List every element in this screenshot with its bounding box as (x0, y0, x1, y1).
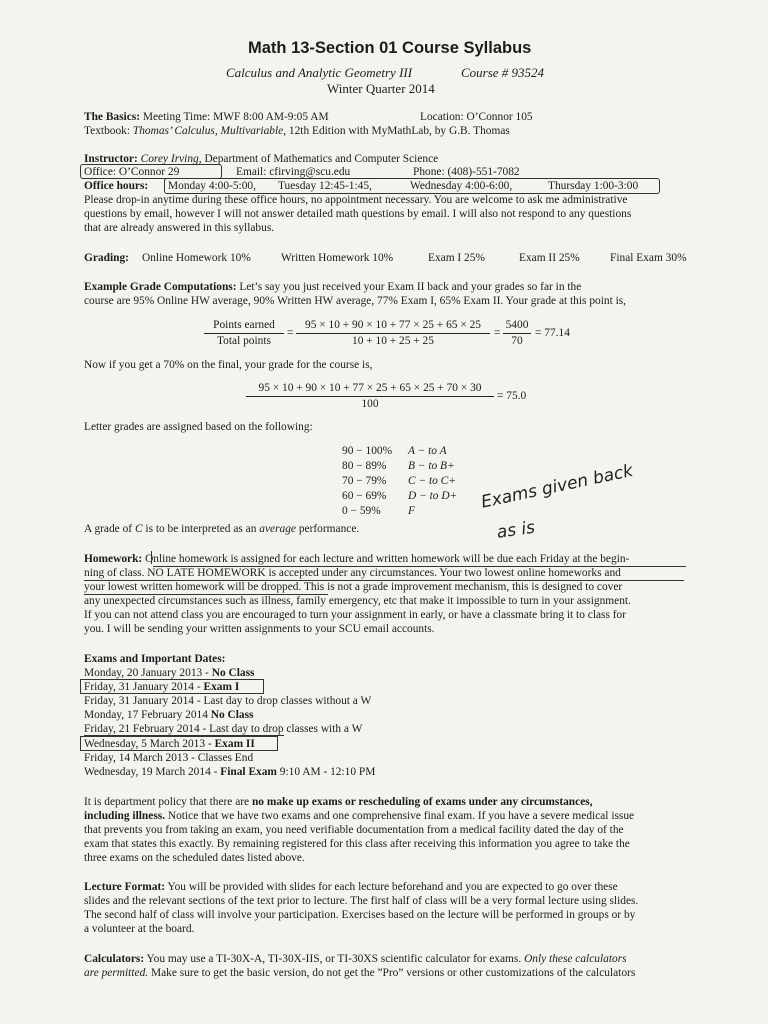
fraction-4-denominator: 100 (361, 398, 379, 410)
example-label: Example Grade Computations: (84, 281, 237, 293)
office-hours-slot-monday: Monday 4:00-5:00, (168, 180, 256, 192)
instructor-phone: Phone: (408)-551-7082 (413, 166, 520, 178)
grading-written-homework: Written Homework 10% (281, 252, 394, 264)
example-text-1: Let’s say you just received your Exam II back and your grades so far in the (239, 281, 582, 293)
office-hours-label: Office hours: (84, 180, 149, 192)
date-text: Wednesday, 19 March 2014 - (84, 766, 218, 778)
lecture-line-2: slides and the relevant sections of the text prior to lecture. The first half of class will be a very formal lecture using slides. (84, 895, 639, 907)
fraction-1-numerator: Points earned (213, 319, 275, 331)
office-location: Office: O’Connor 29 (84, 166, 180, 178)
policy-text-2b: Notice that we have two exams and one comprehensive final exam. If you have a severe medical issue (167, 810, 635, 822)
lecture-line-4: a volunteer at the board. (84, 923, 195, 935)
equals-sign-1: = (287, 327, 294, 339)
grading-final-exam: Final Exam 30% (610, 252, 687, 264)
calculators-label: Calculators: (84, 953, 145, 965)
result-1: = 77.14 (535, 327, 570, 339)
grading-exam-1: Exam I 25% (428, 252, 485, 264)
average-note-a: A grade of (84, 523, 133, 535)
office-hours-line-2: questions by email, however I will not answer detailed math questions by email. I will also not respond to any questions (84, 208, 632, 220)
office-hours-line-3: that are already answered in this syllabus. (84, 222, 275, 234)
fraction-1-denominator: Total points (217, 335, 271, 347)
office-hours-line-1: Please drop-in anytime during these office hours, no appointment necessary. You are welcome to ask me administrative (84, 194, 628, 206)
calculators-text-1b: Only these calculators (524, 953, 627, 965)
instructor-email: Email: cfirving@scu.edu (236, 166, 351, 178)
grade-letter: F (408, 505, 415, 517)
lecture-line-3: The second half of class will involve your participation. Exercises based on the lecture will be performed in groups or by (84, 909, 636, 921)
location: Location: O’Connor 105 (420, 111, 533, 123)
policy-line-1 (84, 795, 593, 809)
homework-line-3: your lowest written homework will be dropped. This is not a grade improvement mechanism, this is designed to cover (84, 581, 623, 593)
date-item (84, 708, 254, 722)
policy-line-5: three exams on the scheduled dates listed above. (84, 852, 305, 864)
homework-line-5: If you can not attend class you are encouraged to turn your assignment in early, or have a classmate bring it to class for (84, 609, 627, 621)
textbook-line (84, 124, 510, 138)
instructor-dept: , Department of Mathematics and Computer Science (198, 153, 439, 165)
basics-label: The Basics: (84, 111, 141, 123)
calculators-text-2a: are permitted. (84, 967, 149, 979)
lecture-label: Lecture Format: (84, 881, 166, 893)
date-item: Friday, 21 February 2014 - Last day to drop classes with a W (84, 723, 363, 735)
date-item: Friday, 31 January 2014 - Last day to drop classes without a W (84, 695, 372, 707)
date-event: No Class (211, 667, 255, 679)
grade-letter: D − to D+ (408, 490, 458, 502)
fraction-4-numerator: 95 × 10 + 90 × 10 + 77 × 25 + 65 × 25 + 70 × 30 (258, 382, 482, 394)
average-note-c: C (134, 523, 143, 535)
textbook-title: Thomas’ Calculus, Multivariable (132, 125, 284, 137)
grade-range: 0 − 59% (342, 505, 381, 517)
average-note-word: average (259, 523, 296, 535)
handwritten-note-line-1: Exams given back (479, 460, 635, 513)
grading-exam-2: Exam II 25% (519, 252, 580, 264)
date-text: Wednesday, 5 March 2013 - (84, 738, 212, 750)
textbook-label: Textbook: (84, 125, 131, 137)
handwritten-note-line-2: as is (495, 517, 537, 543)
average-note-b: is to be interpreted as an (145, 523, 257, 535)
policy-line-3: that prevents you from taking an exam, you need verifiable documentation from a medical facility dated the day of the (84, 824, 624, 836)
date-event: No Class (210, 709, 254, 721)
fraction-2-numerator: 95 × 10 + 90 × 10 + 77 × 25 + 65 × 25 (305, 319, 481, 331)
fraction-3-numerator: 5400 (505, 319, 529, 331)
office-hours-slot-thursday: Thursday 1:00-3:00 (548, 180, 639, 192)
grading-label: Grading: (84, 252, 129, 264)
date-time: 9:10 AM - 12:10 PM (279, 766, 376, 778)
calculators-text-2b: Make sure to get the basic version, do not get the ”Pro” versions or other customizations of the calculators (150, 967, 636, 979)
homework-line-6: you. I will be sending your written assignments to your SCU email accounts. (84, 623, 435, 635)
policy-text-2a: including illness. (84, 810, 166, 822)
office-hours-slot-tuesday: Tuesday 12:45-1:45, (278, 180, 372, 192)
calculators-line-2 (84, 966, 635, 980)
course-number: Course # 93524 (461, 65, 545, 80)
date-text: Monday, 17 February 2014 (84, 709, 208, 721)
date-item (84, 666, 254, 680)
lecture-text-1: You will be provided with slides for each lecture beforehand and you are expected to go over these (167, 881, 618, 893)
grade-range: 70 − 79% (342, 475, 387, 487)
office-hours-box-mark (164, 178, 660, 194)
dates-label: Exams and Important Dates: (84, 653, 226, 665)
homework-line-4: any unexpected circumstances such as illness, family emergency, etc that make it impossible to turn in your assignment. (84, 595, 631, 607)
date-item: Friday, 14 March 2013 - Classes End (84, 752, 254, 764)
basics-line (84, 110, 329, 124)
calculators-text-1a: You may use a TI-30X-A, TI-30X-IIS, or TI-30XS scientific calculator for exams. (146, 953, 522, 965)
page-title: Math 13-Section 01 Course Syllabus (248, 39, 532, 57)
final-scenario-line: Now if you get a 70% on the final, your grade for the course is, (84, 359, 373, 371)
date-event: Exam II (214, 738, 255, 750)
date-text: Monday, 20 January 2013 - (84, 667, 209, 679)
homework-line-2: ning of class. NO LATE HOMEWORK is accepted under any circumstances. Your two lowest online homeworks and (84, 567, 621, 579)
policy-line-2 (84, 809, 634, 823)
example-line-2: course are 95% Online HW average, 90% Written HW average, 77% Exam I, 65% Exam II. Your grade at this point is, (84, 295, 627, 307)
date-item (84, 765, 375, 779)
homework-box-mark (151, 551, 152, 564)
homework-line-1 (84, 552, 629, 566)
instructor-label: Instructor: (84, 153, 138, 165)
homework-text-1: Online homework is assigned for each lecture and written homework will be due each Friday at the begin- (145, 553, 630, 565)
grade-range: 80 − 89% (342, 460, 387, 472)
lecture-line-1 (84, 880, 618, 894)
grade-letter: C − to C+ (408, 475, 456, 487)
course-subtitle: Calculus and Analytic Geometry III (226, 65, 413, 80)
policy-text-1b: no make up exams or rescheduling of exams under any circumstances, (251, 796, 593, 808)
grade-range: 90 − 100% (342, 445, 393, 457)
homework-label: Homework: (84, 553, 143, 565)
policy-text-1a: It is department policy that there are (84, 796, 250, 808)
course-term: Winter Quarter 2014 (327, 81, 435, 96)
office-box-mark (80, 164, 222, 179)
result-2: = 75.0 (497, 390, 527, 402)
fraction-2-denominator: 10 + 10 + 25 + 25 (352, 335, 434, 347)
exam-1-box-mark (80, 679, 264, 694)
exam-2-box-mark (80, 736, 278, 751)
grading-online-homework: Online Homework 10% (142, 252, 251, 264)
meeting-time: Meeting Time: MWF 8:00 AM-9:05 AM (142, 111, 329, 123)
date-event: Exam I (203, 681, 240, 693)
grade-letter: A − to A (408, 445, 447, 457)
date-event: Final Exam (220, 766, 277, 778)
policy-line-4: exam that states this exactly. By remaining registered for this class after receiving this information you agree to take the (84, 838, 630, 850)
grade-range: 60 − 69% (342, 490, 387, 502)
average-note (84, 522, 359, 536)
date-text: Friday, 31 January 2014 - (84, 681, 201, 693)
textbook-details: , 12th Edition with MyMathLab, by G.B. Thomas (283, 125, 510, 137)
calculators-line-1 (84, 952, 627, 966)
average-note-end: performance. (298, 523, 360, 535)
example-line-1 (84, 280, 581, 294)
grade-letter: B − to B+ (408, 460, 455, 472)
fraction-3-denominator: 70 (511, 335, 523, 347)
letter-grades-intro: Letter grades are assigned based on the following: (84, 421, 313, 433)
equals-sign-2: = (494, 327, 501, 339)
office-hours-slot-wednesday: Wednesday 4:00-6:00, (410, 180, 513, 192)
instructor-name: Corey Irving (140, 153, 199, 165)
